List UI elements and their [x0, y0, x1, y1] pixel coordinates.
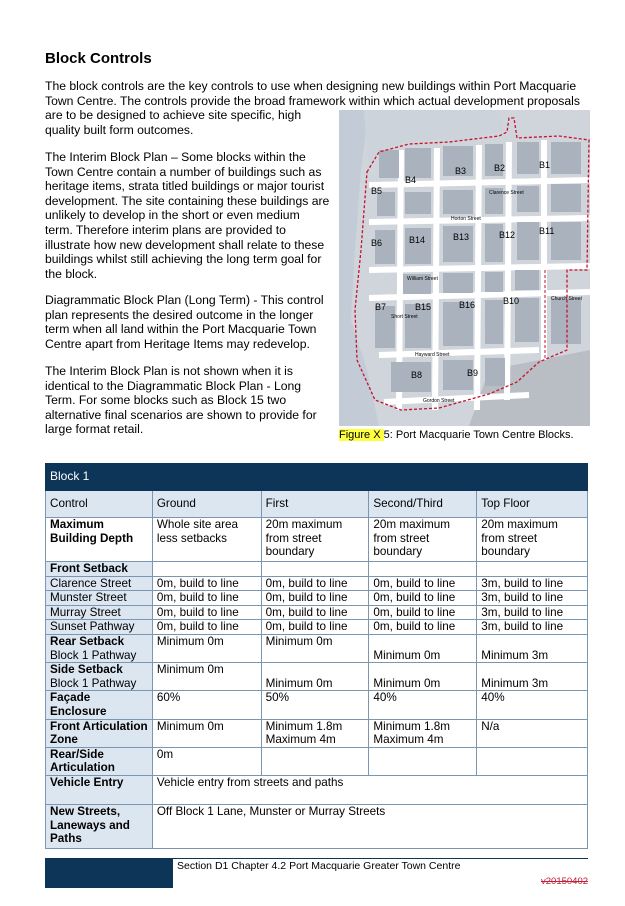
figure-caption-text: 5: Port Macquarie Town Centre Blocks. — [383, 429, 574, 441]
table-row-rear-side — [46, 747, 588, 775]
table-row-max-depth — [46, 518, 588, 562]
table-row-articulation — [46, 719, 588, 747]
rear-setback-sub: Block 1 Pathway — [50, 648, 137, 662]
cell: 40% — [477, 691, 588, 719]
cell-max-depth-ground: Whole site area less setbacks — [152, 518, 261, 562]
cell-max-depth-second: 20m maximum from street boundary — [369, 518, 477, 562]
header-control: Control — [46, 491, 153, 518]
empty-cell — [369, 562, 477, 577]
table-row — [46, 605, 588, 620]
header-second-third: Second/Third — [369, 491, 477, 518]
footer-version: v20150402 — [541, 876, 589, 887]
articulation-first-max: Maximum 4m — [265, 733, 336, 747]
side-setback-sub: Block 1 Pathway — [50, 676, 137, 690]
intro-line-1: The block controls are the key controls to use when designing new buildings within Port Macquarie — [45, 79, 577, 93]
cell: 0m, build to line — [261, 605, 369, 620]
cell-new-streets: Off Block 1 Lane, Munster or Murray Streets — [152, 804, 587, 848]
block-label-b13: B13 — [453, 232, 470, 242]
table-row — [46, 591, 588, 606]
cell — [261, 719, 369, 747]
block-label-b15: B15 — [415, 302, 432, 312]
block-label-b8: B8 — [411, 370, 423, 380]
block-label-b16: B16 — [459, 300, 476, 310]
row-label-sunset: Sunset Pathway — [46, 620, 153, 635]
town-centre-blocks-map — [339, 110, 590, 426]
block-label-b11: B11 — [539, 226, 555, 236]
articulation-second-min: Minimum 1.8m — [373, 719, 450, 733]
cell: 50% — [261, 691, 369, 719]
table-header-row — [46, 491, 588, 518]
row-label-murray: Murray Street — [46, 605, 153, 620]
table-row-front-setback — [46, 562, 588, 577]
empty-cell — [477, 562, 588, 577]
cell: Minimum 0m — [152, 663, 261, 691]
empty-cell — [261, 562, 369, 577]
cell: Minimum 3m — [477, 663, 588, 691]
row-label-rear-side: Rear/Side Articulation — [46, 747, 153, 775]
articulation-first-min: Minimum 1.8m — [265, 719, 343, 733]
cell: 0m, build to line — [261, 591, 369, 606]
cell: 3m, build to line — [477, 576, 588, 591]
row-label-new-streets: New Streets, Laneways and Paths — [46, 804, 153, 848]
cell: 0m, build to line — [261, 576, 369, 591]
cell: 0m, build to line — [152, 591, 261, 606]
block-label-b2: B2 — [494, 163, 506, 173]
cell: 3m, build to line — [477, 591, 588, 606]
table-title: Block 1 — [46, 464, 588, 491]
row-label-side-setback — [46, 663, 153, 691]
cell — [369, 719, 477, 747]
block-label-b5: B5 — [371, 186, 383, 196]
cell: 0m, build to line — [152, 605, 261, 620]
cell: 0m, build to line — [152, 620, 261, 635]
table-row-new-streets — [46, 804, 588, 848]
cell: Minimum 0m — [261, 663, 369, 691]
table-row-rear-setback — [46, 634, 588, 662]
intro-line-2: Town Centre. The controls provide the broad framework within which actual development proposals — [45, 93, 580, 108]
block-label-b6: B6 — [371, 238, 383, 248]
empty-cell — [477, 747, 588, 775]
cell: 3m, build to line — [477, 605, 588, 620]
empty-cell — [152, 562, 261, 577]
header-ground: Ground — [152, 491, 261, 518]
table-row — [46, 576, 588, 591]
articulation-second-max: Maximum 4m — [373, 733, 444, 747]
row-label-articulation: Front Articulation Zone — [46, 719, 153, 747]
cell: Minimum 3m — [477, 634, 588, 662]
cell: Minimum 0m — [369, 663, 477, 691]
block-label-b7: B7 — [375, 302, 387, 312]
block-1-controls-table — [45, 463, 588, 849]
street-label-horton: Horton Street — [451, 216, 481, 222]
interim-paragraph: The Interim Block Plan – Some blocks within the Town Centre contain a number of buildings such as heritage items, strata titled buildings or major tourist development. The site containing these buildings are unlikely to develop in the short or even medium term. Therefore interim plans are provided to illustrate how new development shall relate to these buildings whilst still achieving the long term goal for the block. — [45, 150, 330, 281]
block-label-b12: B12 — [499, 230, 516, 240]
cell: 40% — [369, 691, 477, 719]
cell: 0m, build to line — [369, 576, 477, 591]
cell-max-depth-first: 20m maximum from street boundary — [261, 518, 369, 562]
row-label-munster: Munster Street — [46, 591, 153, 606]
table-row-side-setback — [46, 663, 588, 691]
empty-cell — [261, 747, 369, 775]
cell: 0m, build to line — [369, 591, 477, 606]
block-label-b10: B10 — [503, 296, 520, 306]
street-label-short: Short Street — [391, 314, 418, 320]
page-heading: Block Controls — [45, 50, 152, 67]
cell-vehicle: Vehicle entry from streets and paths — [152, 775, 587, 804]
cell: 0m, build to line — [152, 576, 261, 591]
street-label-william: William Street — [407, 276, 438, 282]
cell: Minimum 0m — [261, 634, 369, 662]
header-top-floor: Top Floor — [477, 491, 588, 518]
street-label-clarence: Clarence Street — [489, 190, 524, 196]
cell: N/a — [477, 719, 588, 747]
block-label-b1: B1 — [539, 160, 551, 170]
not-shown-paragraph: The Interim Block Plan is not shown when it is identical to the Diagrammatic Block Plan - Long Term. For some blocks such as Block 15 two alternative final scenarios are shown to provide for large format retail. — [45, 364, 317, 437]
block-label-b3: B3 — [455, 166, 467, 176]
figure-caption — [339, 429, 574, 441]
footer-rule — [173, 858, 588, 859]
cell: 3m, build to line — [477, 620, 588, 635]
table-row-facade — [46, 691, 588, 719]
cell: 0m, build to line — [369, 605, 477, 620]
row-label-clarence: Clarence Street — [46, 576, 153, 591]
side-setback-title: Side Setback — [50, 663, 123, 677]
table-row — [46, 620, 588, 635]
row-label-max-depth: Maximum Building Depth — [46, 518, 153, 562]
footer-bar — [45, 858, 173, 888]
cell: Minimum 0m — [152, 719, 261, 747]
block-label-b14: B14 — [409, 235, 426, 245]
street-label-church: Church Street — [551, 296, 582, 302]
row-label-rear-setback — [46, 634, 153, 662]
table-row-vehicle — [46, 775, 588, 804]
street-label-hayward: Hayward Street — [415, 352, 450, 358]
rear-setback-title: Rear Setback — [50, 634, 125, 648]
intro-line-3: are to be designed to achieve site specific, high quality built form outcomes. — [45, 108, 302, 137]
footer-section-text: Section D1 Chapter 4.2 Port Macquarie Greater Town Centre — [177, 860, 461, 872]
empty-cell — [369, 747, 477, 775]
figure-caption-highlight: Figure X — [339, 429, 384, 441]
cell-max-depth-top: 20m maximum from street boundary — [477, 518, 588, 562]
cell: Minimum 0m — [152, 634, 261, 662]
diagrammatic-paragraph: Diagrammatic Block Plan (Long Term) - This control plan represents the desired outcome in the longer term when all land within the Port Macquarie Town Centre apart from Heritage Items may redevelop. — [45, 293, 324, 351]
block-label-b9: B9 — [467, 368, 479, 378]
row-label-vehicle: Vehicle Entry — [46, 775, 153, 804]
street-label-gordon: Gordon Street — [423, 398, 455, 404]
cell: 0m, build to line — [369, 620, 477, 635]
row-label-front-setback: Front Setback — [46, 562, 153, 577]
cell: 0m — [152, 747, 261, 775]
cell: 0m, build to line — [261, 620, 369, 635]
cell: 60% — [152, 691, 261, 719]
block-label-b4: B4 — [405, 175, 417, 185]
header-first: First — [261, 491, 369, 518]
cell: Minimum 0m — [369, 634, 477, 662]
row-label-facade: Façade Enclosure — [46, 691, 153, 719]
